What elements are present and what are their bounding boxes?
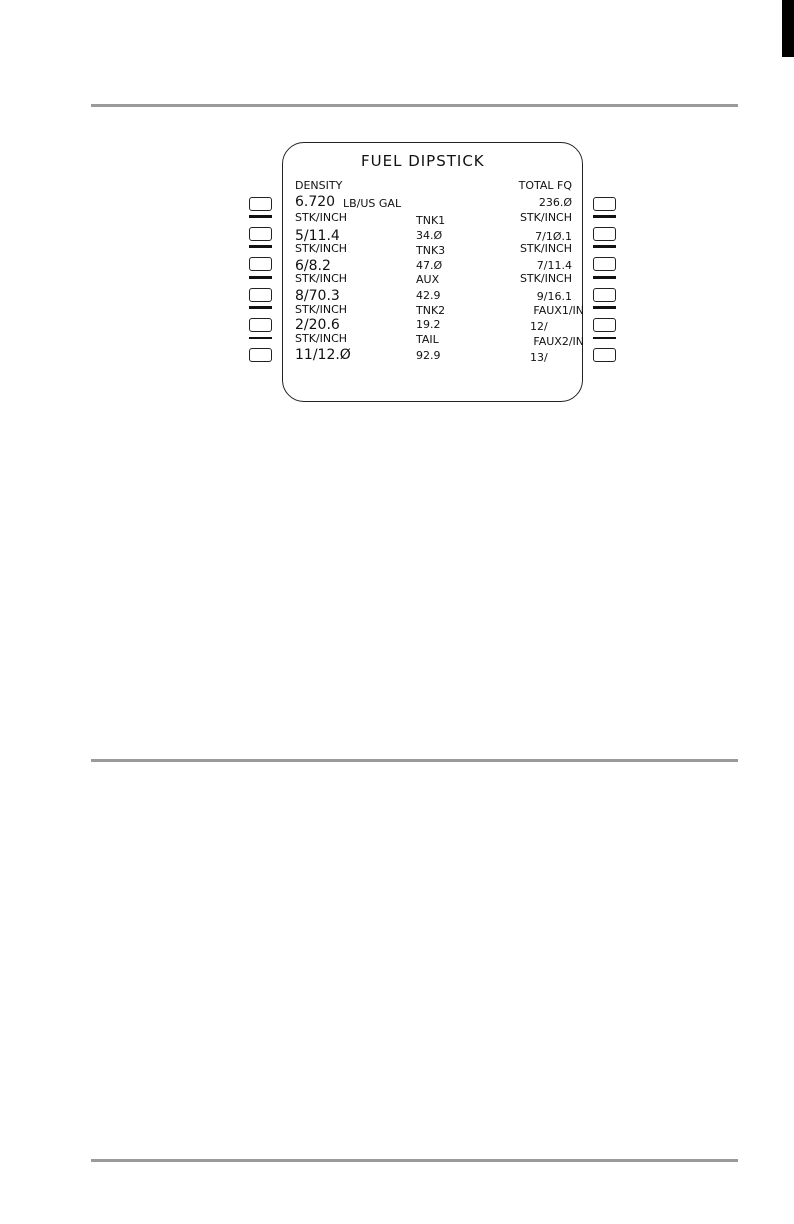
lsk-separator [249, 276, 272, 279]
row1-left-value: 6.720 [295, 194, 336, 210]
lsk-separator [249, 306, 272, 309]
lsk-separator [249, 245, 272, 248]
row5-right-value: 12/ [530, 320, 548, 333]
row6-right-label: FAUX2/IN [533, 335, 584, 348]
row1-left-unit: LB/US GAL [343, 197, 402, 210]
row4-right-label: STK/INCH [519, 272, 572, 285]
lsk-separator [593, 337, 616, 339]
row1-right-label: TOTAL FQ [518, 179, 572, 192]
row2-right-value: 7/1Ø.1 [535, 230, 572, 243]
lsk-6r[interactable] [593, 348, 616, 362]
row5-center-value: 19.2 [416, 318, 441, 331]
lsk-3r[interactable] [593, 257, 616, 271]
row5-left-value: 2/20.6 [295, 317, 340, 333]
row4-left-value: 8/70.3 [295, 288, 340, 304]
row6-center-value: 92.9 [416, 349, 441, 362]
row5-right-label: FAUX1/IN [533, 304, 584, 317]
row3-right-label: STK/INCH [519, 242, 572, 255]
row1-right-value: 236.Ø [538, 196, 572, 209]
row6-center-label: TAIL [416, 333, 439, 346]
row4-center-value: 42.9 [416, 289, 441, 302]
row2-left-label: STK/INCH [295, 211, 348, 224]
lsk-separator [249, 215, 272, 218]
lsk-1r[interactable] [593, 197, 616, 211]
top-rule [91, 104, 738, 107]
row5-left-label: STK/INCH [295, 303, 348, 316]
row1-left-label: DENSITY [295, 179, 343, 192]
row3-left-value: 6/8.2 [295, 258, 331, 274]
row2-right-label: STK/INCH [519, 211, 572, 224]
row3-center-value: 47.Ø [416, 259, 443, 272]
row4-right-value: 9/16.1 [536, 290, 572, 303]
lsk-separator [593, 306, 616, 309]
row2-center-label: TNK1 [416, 214, 446, 227]
lsk-5r[interactable] [593, 318, 616, 332]
lsk-3l[interactable] [249, 257, 272, 271]
lsk-separator [593, 276, 616, 279]
row3-right-value: 7/11.4 [536, 259, 572, 272]
bottom-rule [91, 1159, 738, 1162]
lsk-1l[interactable] [249, 197, 272, 211]
row6-left-label: STK/INCH [295, 332, 348, 345]
middle-rule [91, 759, 738, 762]
lsk-4r[interactable] [593, 288, 616, 302]
lsk-separator [593, 245, 616, 248]
lsk-4l[interactable] [249, 288, 272, 302]
row2-center-value: 34.Ø [416, 229, 443, 242]
row6-right-value: 13/ [530, 351, 548, 364]
row3-center-label: TNK3 [416, 244, 446, 257]
row6-left-value: 11/12.Ø [295, 347, 351, 363]
row4-left-label: STK/INCH [295, 272, 348, 285]
lsk-6l[interactable] [249, 348, 272, 362]
row4-center-label: AUX [416, 273, 440, 286]
lsk-separator [593, 215, 616, 218]
row3-left-label: STK/INCH [295, 242, 348, 255]
lsk-5l[interactable] [249, 318, 272, 332]
page-tab-marker [782, 0, 794, 57]
lsk-2l[interactable] [249, 227, 272, 241]
lsk-2r[interactable] [593, 227, 616, 241]
row2-left-value: 5/11.4 [295, 228, 340, 244]
lsk-separator [249, 337, 272, 339]
page-title: FUEL DIPSTICK [361, 152, 485, 170]
row5-center-label: TNK2 [416, 304, 446, 317]
